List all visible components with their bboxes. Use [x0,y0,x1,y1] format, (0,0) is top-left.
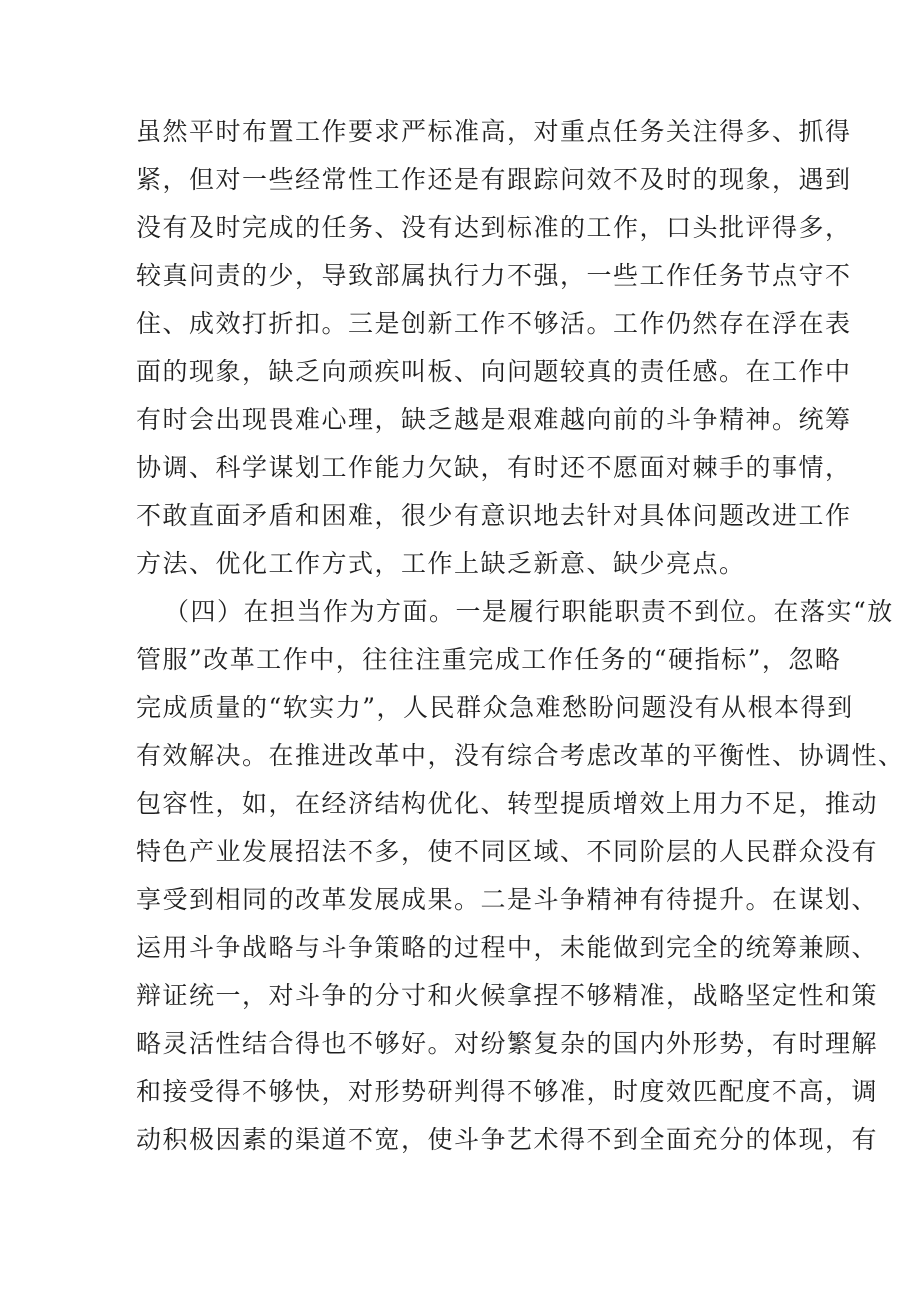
text-line-6: 面的现象，缺乏向顽疾叫板、向问题较真的责任感。在工作中 [136,357,852,386]
text-line-1: 虽然平时布置工作要求严标准高，对重点任务关注得多、抓得 [136,117,852,146]
text-line-2: 紧，但对一些经常性工作还是有跟踪问效不及时的现象，遇到 [136,165,852,194]
section-heading-line: （四）在担当作为方面。一是履行职能职责不到位。在落实“放 [164,597,894,626]
text-line-4: 较真问责的少，导致部属执行力不强，一些工作任务节点守不 [136,261,852,290]
text-line-8: 协调、科学谋划工作能力欠缺，有时还不愿面对棘手的事情， [136,453,852,482]
text-line-13: 完成质量的“软实力”，人民群众急难愁盼问题没有从根本得到 [136,693,854,722]
text-line-20: 略灵活性结合得也不够好。对纷繁复杂的国内外形势，有时理解 [136,1029,879,1058]
text-line-15: 包容性，如，在经济结构优化、转型提质增效上用力不足，推动 [136,789,879,818]
text-line-9: 不敢直面矛盾和困难，很少有意识地去针对具体问题改进工作 [136,501,852,530]
text-line-22: 动积极因素的渠道不宽，使斗争艺术得不到全面充分的体现，有 [136,1125,879,1154]
text-line-5: 住、成效打折扣。三是创新工作不够活。工作仍然存在浮在表 [136,309,852,338]
text-line-14: 有效解决。在推进改革中，没有综合考虑改革的平衡性、协调性、 [136,741,905,770]
text-line-3: 没有及时完成的任务、没有达到标准的工作，口头批评得多， [136,213,852,242]
text-line-16: 特色产业发展招法不多，使不同区域、不同阶层的人民群众没有 [136,837,879,866]
text-line-12: 管服”改革工作中，往往注重完成工作任务的“硬指标”，忽略 [136,645,842,674]
text-line-21: 和接受得不够快，对形势研判得不够准，时度效匹配度不高，调 [136,1077,879,1106]
text-line-7: 有时会出现畏难心理，缺乏越是艰难越向前的斗争精神。统筹 [136,405,852,434]
text-line-19: 辩证统一，对斗争的分寸和火候拿捏不够精准，战略坚定性和策 [136,981,879,1010]
text-line-10: 方法、优化工作方式，工作上缺乏新意、缺少亮点。 [136,549,746,578]
text-line-18: 运用斗争战略与斗争策略的过程中，未能做到完全的统筹兼顾、 [136,933,879,962]
text-line-17: 享受到相同的改革发展成果。二是斗争精神有待提升。在谋划、 [136,885,879,914]
